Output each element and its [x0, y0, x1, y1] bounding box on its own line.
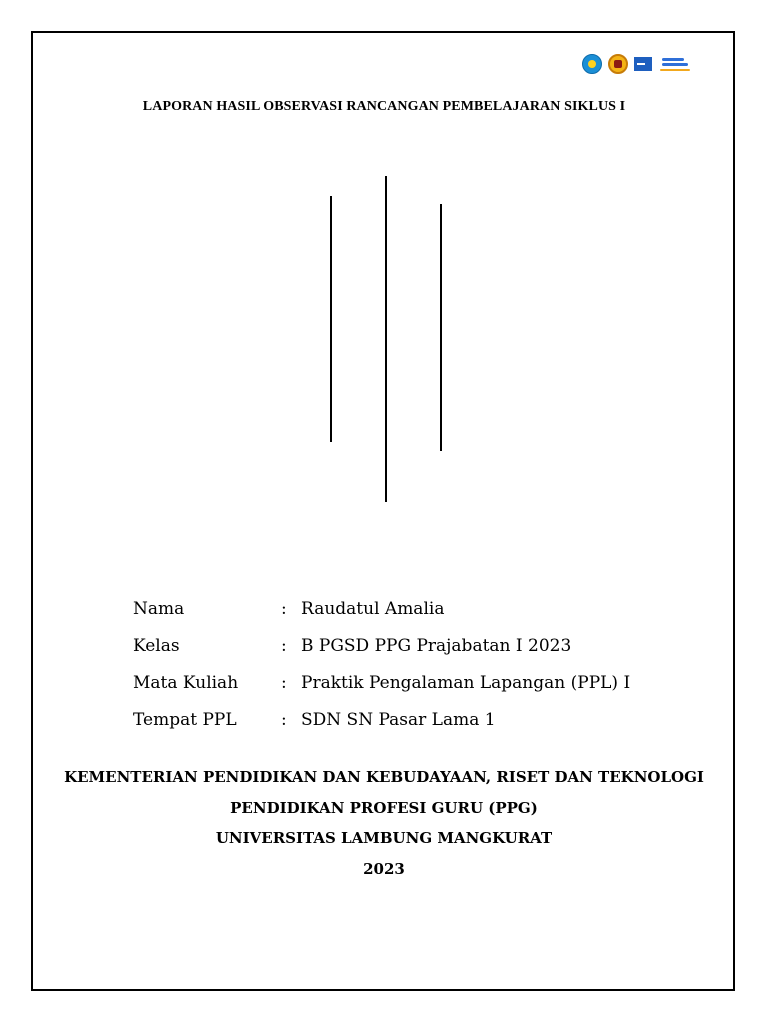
logo-strip: [582, 52, 692, 76]
info-row-tempat-ppl: [133, 701, 630, 738]
institution-footer: [0, 762, 768, 884]
info-value: B PGSD PPG Prajabatan I 2023: [301, 635, 572, 656]
info-label: Nama: [133, 598, 185, 619]
university-logo-icon: [608, 54, 628, 74]
info-colon: :: [281, 672, 287, 693]
info-value: SDN SN Pasar Lama 1: [301, 709, 496, 730]
report-year: 2023: [363, 859, 405, 878]
decorative-vertical-line: [385, 176, 387, 502]
kampus-merdeka-logo-icon: [658, 55, 692, 73]
student-info: [133, 590, 630, 738]
info-value: Raudatul Amalia: [301, 598, 445, 619]
ppg-logo-icon: [634, 57, 652, 71]
info-label: Tempat PPL: [133, 709, 237, 730]
info-row-nama: [133, 590, 630, 627]
info-colon: :: [281, 709, 287, 730]
info-label: Kelas: [133, 635, 180, 656]
tut-wuri-handayani-logo-icon: [582, 54, 602, 74]
university-name: UNIVERSITAS LAMBUNG MANGKURAT: [215, 829, 553, 847]
info-row-mata-kuliah: [133, 664, 630, 701]
info-row-kelas: [133, 627, 630, 664]
decorative-vertical-line: [330, 196, 332, 442]
info-colon: :: [281, 598, 287, 619]
info-value: Praktik Pengalaman Lapangan (PPL) I: [301, 672, 631, 693]
program-name: PENDIDIKAN PROFESI GURU (PPG): [230, 798, 538, 817]
report-title: LAPORAN HASIL OBSERVASI RANCANGAN PEMBELAJARAN SIKLUS I: [142, 99, 626, 114]
info-label: Mata Kuliah: [133, 672, 239, 693]
decorative-vertical-line: [440, 204, 442, 451]
info-colon: :: [281, 635, 287, 656]
ministry-name: KEMENTERIAN PENDIDIKAN DAN KEBUDAYAAN, RISET DAN TEKNOLOGI: [64, 768, 704, 786]
